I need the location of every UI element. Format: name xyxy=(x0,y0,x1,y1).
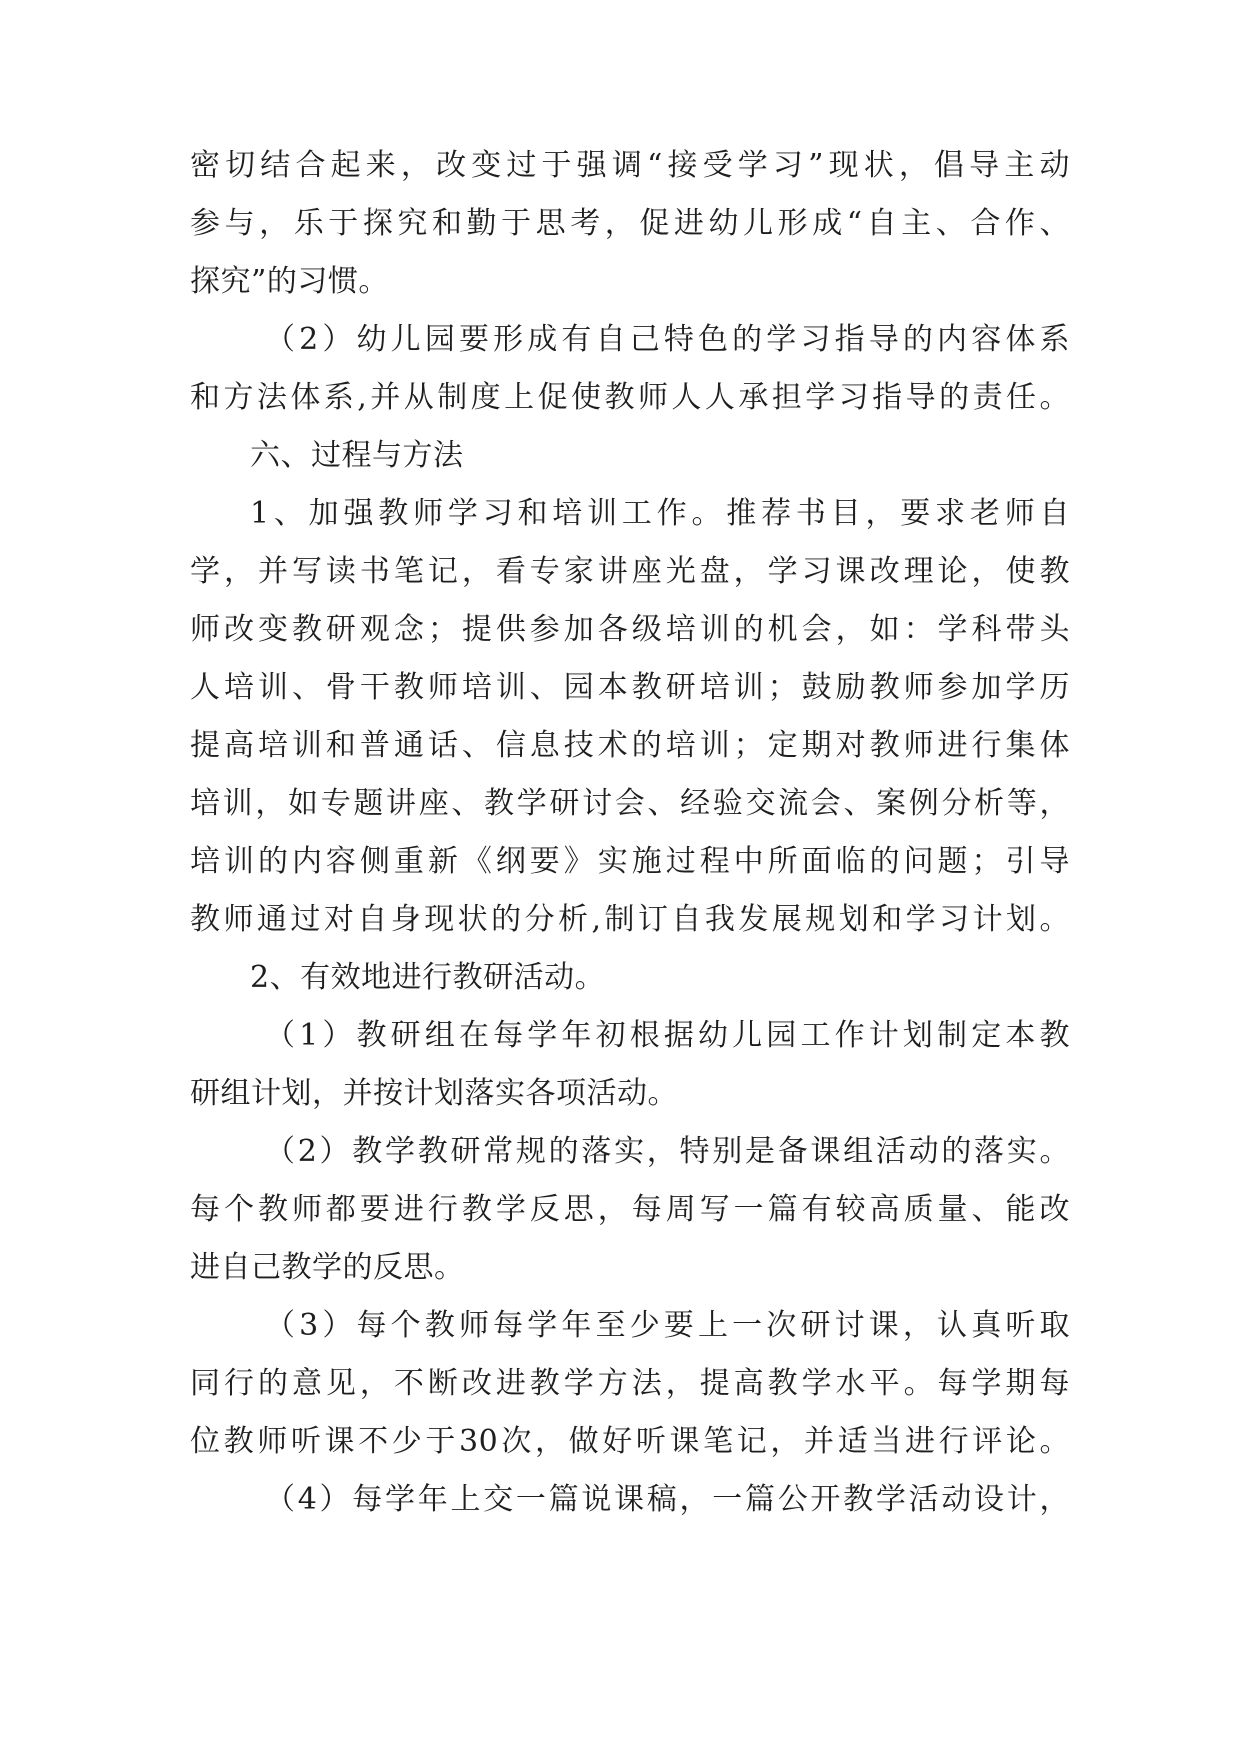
text-line: （2）教学教研常规的落实，特别是备课组活动的落实。 xyxy=(265,1134,1070,1169)
subsection-heading: 2、有效地进行教研活动。 xyxy=(250,960,606,995)
text-line: 探究”的习惯。 xyxy=(190,264,389,299)
text-line: （2）幼儿园要形成有自己特色的学习指导的内容体系 xyxy=(265,322,1070,357)
text-line: 提高培训和普通话、信息技术的培训；定期对教师进行集体 xyxy=(190,728,1070,763)
text-line: （3）每个教师每学年至少要上一次研讨课，认真听取 xyxy=(265,1308,1070,1343)
text-line: 密切结合起来，改变过于强调“接受学习”现状，倡导主动 xyxy=(190,148,1070,183)
text-line: 进自己教学的反思。 xyxy=(190,1250,465,1285)
text-line: 和方法体系,并从制度上促使教师人人承担学习指导的责任。 xyxy=(190,380,1070,415)
text-line: 同行的意见，不断改进教学方法，提高教学水平。每学期每 xyxy=(190,1366,1070,1401)
text-line: 教师通过对自身现状的分析,制订自我发展规划和学习计划。 xyxy=(190,902,1070,937)
text-line: 学，并写读书笔记，看专家讲座光盘，学习课改理论，使教 xyxy=(190,554,1070,589)
section-heading: 六、过程与方法 xyxy=(250,438,464,473)
text-line: 人培训、骨干教师培训、园本教研培训；鼓励教师参加学历 xyxy=(190,670,1070,705)
text-line: 师改变教研观念；提供参加各级培训的机会，如：学科带头 xyxy=(190,612,1070,647)
text-line: 培训，如专题讲座、教学研讨会、经验交流会、案例分析等， xyxy=(190,786,1070,821)
text-line: 参与，乐于探究和勤于思考，促进幼儿形成“自主、合作、 xyxy=(190,206,1070,241)
text-line: 位教师听课不少于30次，做好听课笔记，并适当进行评论。 xyxy=(190,1424,1070,1459)
text-line: 每个教师都要进行教学反思，每周写一篇有较高质量、能改 xyxy=(190,1192,1070,1227)
text-line: （1）教研组在每学年初根据幼儿园工作计划制定本教 xyxy=(265,1018,1070,1053)
text-line: 1、加强教师学习和培训工作。推荐书目，要求老师自 xyxy=(250,496,1070,531)
text-line: 研组计划，并按计划落实各项活动。 xyxy=(190,1076,678,1111)
text-line: 培训的内容侧重新《纲要》实施过程中所面临的问题；引导 xyxy=(190,844,1070,879)
text-line: （4）每学年上交一篇说课稿，一篇公开教学活动设计， xyxy=(265,1482,1070,1517)
